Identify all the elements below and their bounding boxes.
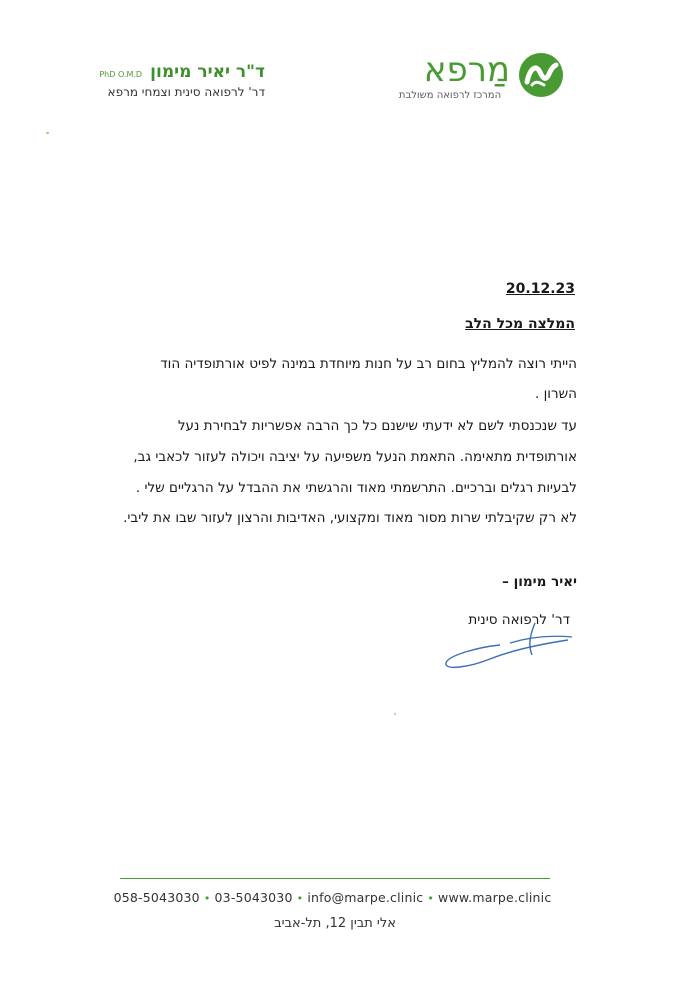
doctor-name: ד"ר יאיר מימון [150, 62, 265, 82]
paragraph-recommendation [95, 349, 577, 409]
signoff-name: יאיר מימון – [502, 574, 577, 590]
paragraph-line: אורתופדית מתאימה. התאמת הנעל משפיעה על יציבה ויכולה לעזור לכאבי גב, [133, 449, 577, 465]
letter-subject: המלצה מכל הלב [465, 316, 575, 332]
letter-date: 20.12.23 [505, 281, 575, 297]
paragraph-line: לבעיות רגלים וברכיים. התרשמתי מאוד והרגשתי את ההבדל על הרגליים שלי . [135, 480, 577, 496]
paragraph-line: עד שנכנסתי לשם לא ידעתי שישנם כל כך הרבה אפשריות לבחירת נעל [177, 418, 577, 434]
footer-website: www.marpe.clinic [438, 890, 552, 905]
doctor-name-row [90, 62, 265, 82]
footer-address: אלי תבין 12, תל-אביב [274, 916, 396, 931]
footer-contacts [110, 890, 555, 905]
signoff-title: דר' לרפואה סינית [468, 612, 570, 628]
paragraph-line: השרון . [535, 386, 577, 402]
footer-phone-office: 03-5043030 [214, 890, 293, 905]
paper-dot [394, 713, 396, 715]
logo-subtitle: המרכז לרפואה משולבת [398, 90, 502, 101]
marpe-logo [370, 50, 570, 110]
footer-separator: • [203, 892, 211, 905]
logo-wordmark: מַרפא [423, 50, 510, 90]
paragraph-service [95, 506, 577, 530]
footer-email: info@marpe.clinic [307, 890, 424, 905]
paragraph-line: הייתי רוצה להמליץ בחום רב על חנות מיוחדת במינה לפיט אורתופדיה הוד [160, 356, 577, 372]
doctor-title: דר' לרפואה סינית וצמחי מרפא [107, 85, 265, 99]
footer-separator: • [296, 892, 304, 905]
marpe-leaf-logo-icon [518, 52, 564, 98]
paper-speck [46, 132, 49, 134]
doctor-degrees: PhD O.M.D [99, 70, 143, 79]
paragraph-experience [95, 411, 577, 504]
footer-separator: • [427, 892, 435, 905]
paragraph-line: לא רק שקיבלתי שרות מסור מאוד ומקצועי, האדיבות והרצון לעזור שבו את ליבי. [123, 510, 577, 526]
footer-phone-mobile: 058-5043030 [113, 890, 200, 905]
footer-divider [120, 878, 550, 879]
handwritten-signature [440, 615, 580, 675]
doctor-header [90, 62, 265, 100]
